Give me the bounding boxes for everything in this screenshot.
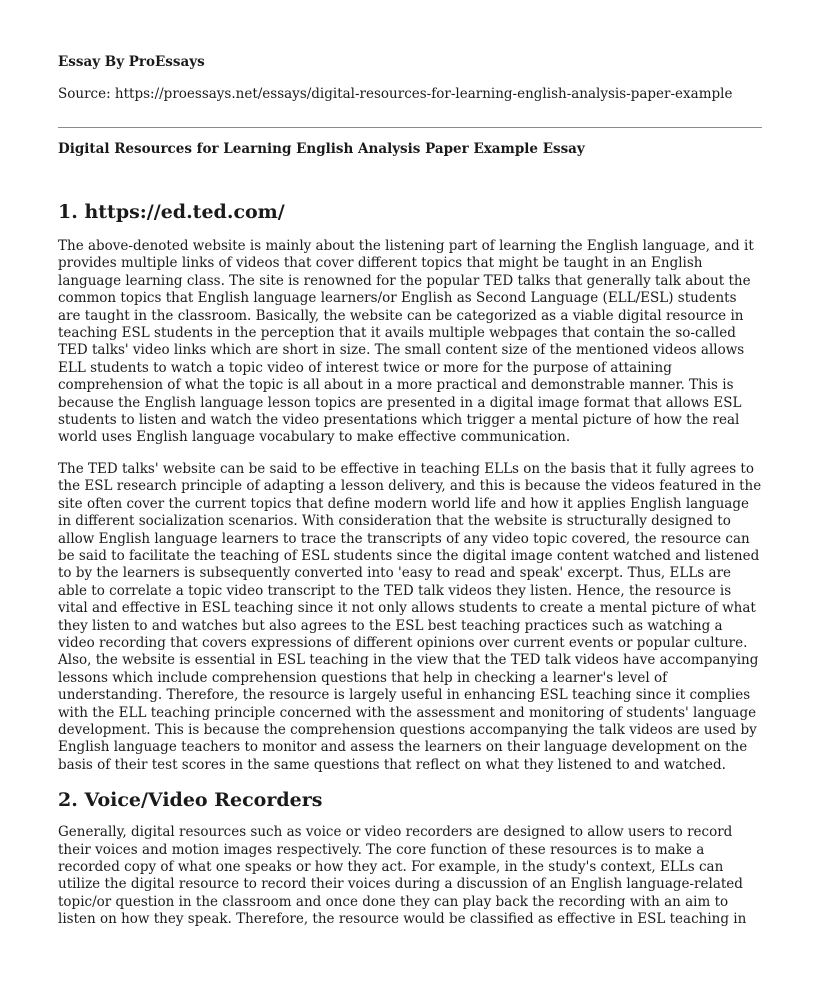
document-title: Digital Resources for Learning English Analysis Paper Example Essay — [58, 141, 585, 157]
section-heading: 2. Voice/Video Recorders — [58, 789, 323, 812]
document-body — [58, 200, 762, 943]
section-heading: 1. https://ed.ted.com/ — [58, 201, 285, 223]
section-2 — [58, 788, 762, 928]
divider — [58, 127, 762, 128]
essay-byline: Essay By ProEssays — [58, 54, 205, 70]
paragraph: The TED talks' website can be said to be effective in teaching ELLs on the basis that it fully agrees to the ESL research principle of adapting a lesson delivery, and this is because the videos featured in the site often cover the current topics that define modern world life and how it applies English language in different socialization scenarios. With consideration that the website is structurally designed to allow English language learners to trace the transcripts of any video topic covered, the resource can be said to facilitate the teaching of ESL students since the digital image content watched and listened to by the learners is subsequently converted into 'easy to read and speak' excerpt. Thus, ELLs are able to correlate a topic video transcript to the TED talk videos they listen. Hence, the resource is vital and effective in ESL teaching since it not only allows students to create a mental picture of what they listen to and watches but also agrees to the ESL best teaching practices such as watching a video recording that covers expressions of different opinions over current events or popular culture. Also, the website is essential in ESL teaching in the view that the TED talk videos have accompanying lessons which include comprehension questions that help in checking a learner's level of understanding. Therefore, the resource is largely useful in enhancing ESL teaching since it complies with the ELL teaching principle concerned with the assessment and monitoring of students' language development. This is because the comprehension questions accompanying the talk videos are used by English language teachers to monitor and assess the learners on their language development on the basis of their test scores in the same questions that reflect on what they listened to and watched. — [58, 460, 762, 773]
paragraph: The above-denoted website is mainly about the listening part of learning the English language, and it provides multiple links of videos that cover different topics that might be taught in an English language learning class. The site is renowned for the popular TED talks that generally talk about the common topics that English language learners/or English as Second Language (ELL/ESL) students are taught in the classroom. Basically, the website can be categorized as a viable digital resource in teaching ESL students in the perception that it avails multiple webpages that contain the so-called TED talks' video links which are short in size. The small content size of the mentioned videos allows ELL students to watch a topic video of interest twice or more for the purpose of attaining comprehension of what the topic is all about in a more practical and demonstrable manner. This is because the English language lesson topics are presented in a digital image format that allows ESL students to listen and watch the video presentations which trigger a mental picture of how the real world uses English language vocabulary to make effective communication. — [58, 238, 754, 446]
source-line: Source: https://proessays.net/essays/digital-resources-for-learning-english-analysis-paper-example — [58, 86, 733, 102]
section-1 — [58, 200, 762, 774]
paragraph: Generally, digital resources such as voice or video recorders are designed to allow users to record their voices and motion images respectively. The core function of these resources is to make a recorded copy of what one speaks or how they act. For example, in the study's context, ELLs can utilize the digital resource to record their voices during a discussion of an English language-related topic/or question in the classroom and once done they can play back the recording with an aim to listen on how they speak. Therefore, the resource would be classified as effective in ESL teaching in — [58, 824, 747, 928]
